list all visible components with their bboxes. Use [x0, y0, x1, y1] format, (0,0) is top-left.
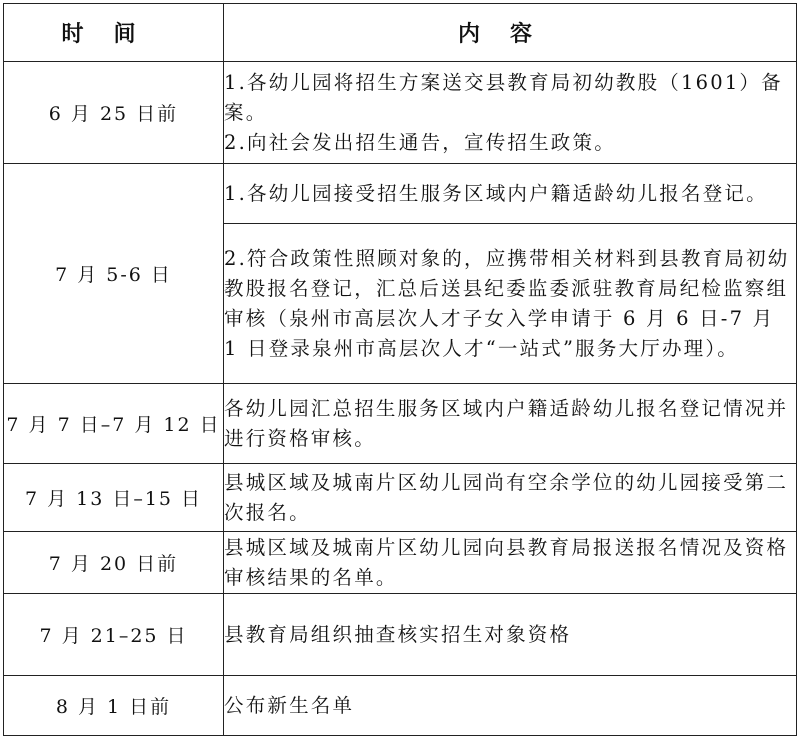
row-content	[224, 532, 797, 594]
table-row	[4, 594, 797, 676]
table-row	[4, 164, 797, 224]
content-item: 各幼儿园汇总招生服务区域内户籍适龄幼儿报名登记情况并进行资格审核。	[224, 396, 789, 450]
row-content	[224, 224, 797, 384]
row-time: 7 月 20 日前	[4, 532, 224, 594]
content-item: 县城区域及城南片区幼儿园向县教育局报送报名情况及资格审核结果的名单。	[224, 535, 789, 589]
content-item: 1.各幼儿园将招生方案送交县教育局初幼教股（1601）备案。	[224, 70, 783, 124]
table-row	[4, 464, 797, 532]
table-header-row	[4, 4, 797, 62]
content-item: 2.向社会发出招生通告，宣传招生政策。	[224, 130, 616, 154]
row-time: 7 月 5-6 日	[4, 164, 224, 384]
row-content	[224, 676, 797, 736]
content-item: 2.符合政策性照顾对象的，应携带相关材料到县教育局初幼教股报名登记，汇总后送县纪委监委派驻教育局纪检监察组审核（泉州市高层次人才子女入学申请于 6 月 6 日-7 月 1 日登录泉州市高层次人才“一站式”服务大厅办理）。	[224, 246, 790, 360]
content-item: 县城区域及城南片区幼儿园尚有空余学位的幼儿园接受第二次报名。	[224, 470, 789, 524]
row-time: 7 月 13 日–15 日	[4, 464, 224, 532]
row-time: 6 月 25 日前	[4, 62, 224, 164]
table-row	[4, 384, 797, 464]
row-time: 8 月 1 日前	[4, 676, 224, 736]
row-content	[224, 464, 797, 532]
header-content: 内容	[224, 4, 797, 62]
table-row	[4, 676, 797, 736]
content-item: 1.各幼儿园接受招生服务区域内户籍适龄幼儿报名登记。	[224, 181, 768, 205]
header-time: 时间	[4, 4, 224, 62]
row-content	[224, 164, 797, 224]
row-content	[224, 62, 797, 164]
table-row	[4, 62, 797, 164]
enrollment-schedule-table	[3, 3, 797, 736]
row-time: 7 月 7 日–7 月 12 日	[4, 384, 224, 464]
row-content	[224, 384, 797, 464]
content-item: 公布新生名单	[224, 693, 355, 717]
content-item: 县教育局组织抽查核实招生对象资格	[224, 622, 572, 646]
row-content	[224, 594, 797, 676]
table-row	[4, 532, 797, 594]
row-time: 7 月 21–25 日	[4, 594, 224, 676]
